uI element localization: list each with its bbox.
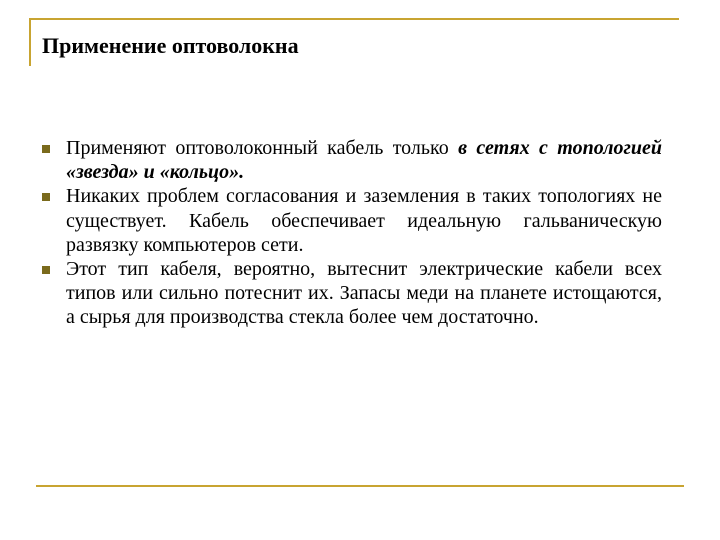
bullet-text: Никаких проблем согласования и заземления в таких топологиях не существует. Кабель обеспечивает идеальную гальваническую развязку компьютеров сети.: [66, 185, 662, 256]
bullet-text: Применяют оптоволоконный кабель только: [66, 137, 459, 159]
square-bullet-icon: [42, 145, 50, 153]
square-bullet-icon: [42, 266, 50, 274]
top-border-line: [29, 18, 679, 20]
left-border-line: [29, 18, 31, 66]
slide-title: Применение оптоволокна: [42, 33, 299, 58]
bullet-emphasis: в сетях с топологией «звезда» и «кольцо».: [66, 137, 662, 184]
bullet-list: [38, 136, 662, 330]
bullet-text: Этот тип кабеля, вероятно, вытеснит электрические кабели всех типов или сильно потеснит их. Запасы меди на планете истощаются, а сырья для производства стекла более чем достаточно.: [66, 258, 662, 329]
bottom-border-line: [36, 485, 684, 487]
square-bullet-icon: [42, 193, 50, 201]
bullet-item-3: [38, 257, 662, 330]
bullet-item-2: [38, 184, 662, 257]
bullet-item-1: [38, 136, 662, 184]
